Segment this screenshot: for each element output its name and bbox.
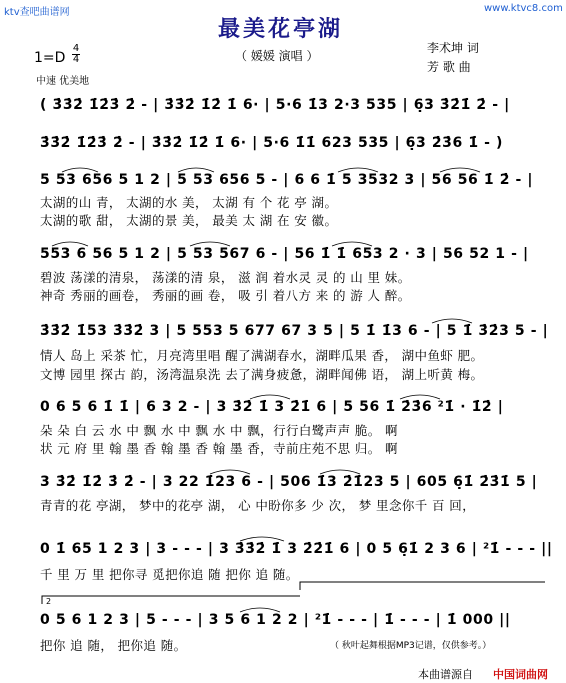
time-denominator: 4 [72, 54, 80, 65]
score-line-3: 5 53 656 5 1 2 | 5 53 656 5 - | 6 6 1̇ 5 3532 3 | 56 56 1̇ 2̇ - | [40, 172, 534, 188]
slur [62, 168, 98, 172]
slur [400, 395, 440, 399]
slur [332, 242, 372, 246]
score-line-9: 0 5 6 1 2 3 | 5 - - - | 3 5 6 1 2 2 | ²1̇ - - - | 1̇ - - - | 1̇ 000 || [40, 612, 511, 628]
key-signature: 1=D [34, 50, 66, 66]
slur [440, 168, 480, 172]
score-line-1: ( 3̇3̇2̇ 1̇2̇3̇ 2̇ - | 3̇3̇2̇ 1̇2̇ 1̇ 6· | 5·6 1̇3 2·3 535 | 6̣3 3̇2̇1̇ 2̇ - | [40, 97, 510, 113]
lyric-line-6b: 状 元 府 里 翰 墨 香 翰 墨 香 翰 墨 香，寺前庄苑不思 归。 啊 [40, 441, 398, 456]
singer-credit: （ 媛媛 演唱 ） [235, 49, 319, 63]
composer-credit: 芳 歌 曲 [427, 60, 471, 74]
time-numerator: 4 [72, 43, 80, 54]
lyric-line-7a: 青青的花 亭湖， 梦中的花亭 湖， 心 中盼你多 少 次， 梦 里念你千 百 回， [40, 498, 476, 513]
volta-number-2: 2 [46, 597, 52, 606]
slur [320, 470, 360, 474]
source-site: 中国词曲网 [493, 668, 548, 681]
lyric-line-5b: 文博 园里 探古 韵，汤湾温泉洗 去了满身疲惫，湖畔闻佛 语， 湖上听黄 梅。 [40, 367, 484, 382]
score-line-5: 3̇3̇2̇ 1̇53 3̇3̇2̇ 3 | 5 553 5 677 67 3 5 | 5 1̇ 1̇3 6 - | 5 1̇ 3̇2̇3 5 - | [40, 323, 549, 339]
lyric-line-5a: 情人 岛上 采茶 忙，月亮湾里唱 醒了满湖春水，湖畔瓜果 香， 湖中鱼虾 肥。 [40, 348, 484, 363]
lyric-line-4a: 碧波 荡漾的清泉， 荡漾的清 泉， 滋 润 着水灵 灵 的 山 里 妹。 [40, 270, 411, 285]
score-line-7: 3 3̇2̇ 1̇2̇ 3̇ 2̇ - | 3 22 1̇23 6 - | 506 1̇3 2̇1̇23 5 | 605 6̣1̇ 2̇3̇1̇ 5 | [40, 474, 538, 490]
site-watermark-right: www.ktvc8.com [484, 3, 563, 14]
score-line-4: 553 6 56 5 1 2 | 5 53 567 6 - | 56 1̇ 1̇ 653 2 · 3 | 56 52 1 - | [40, 246, 529, 262]
lyricist-credit: 李术坤 词 [427, 41, 479, 55]
slur [432, 319, 472, 323]
slur [240, 608, 280, 612]
slur [240, 537, 284, 541]
lyric-line-9a: 把你 追 随， 把你追 随。 [40, 638, 187, 653]
transcription-note: （ 秋叶起舞根据MP3记谱，仅供参考。） [330, 641, 492, 651]
lyric-line-6a: 朵 朵 白 云 水 中 飘 水 中 飘 水 中 飘，行行白鹭声声 脆。 啊 [40, 423, 398, 438]
score-line-2: 3̇3̇2̇ 1̇2̇3̇ 2̇ - | 3̇3̇2̇ 1̇2̇ 1̇ 6· | 5·6 1̇1̇ 623 535 | 6̣3 2̇3̇6 1̇ - ) [40, 135, 504, 151]
slur [52, 242, 88, 246]
lyric-line-4b: 神奇 秀丽的画卷， 秀丽的画 卷， 吸 引 着八方 来 的 游 人 醉。 [40, 288, 411, 303]
volta-bracket-1 [300, 582, 545, 590]
lyric-line-8a: 千 里 万 里 把你寻 觅把你追 随 把你 追 随。 [40, 567, 299, 582]
lyric-line-3a: 太湖的山 青， 太湖的水 美， 太湖 有 个 花 亭 湖。 [40, 195, 338, 210]
slur [338, 168, 378, 172]
song-title: 最美花亭湖 [218, 17, 344, 42]
site-watermark-left: ktv查吧曲谱网 [4, 7, 70, 18]
score-line-8: 0 1̇ 65 1 2 3 | 3 - - - | 3 3̇3̇2̇ 1̇ 3 2̇2̇1̇ 6 | 0 5 6̣1̇ 2 3 6 | ²1̇ - - - || [40, 541, 553, 557]
volta-bracket-2 [42, 596, 300, 604]
source-label: 本曲谱源自 [418, 668, 473, 681]
slur [178, 168, 214, 172]
tempo-marking: 中速 优美地 [36, 76, 90, 87]
slur [190, 242, 230, 246]
slur [210, 470, 250, 474]
score-line-6: 0 6 5 6 1̇ 1̇ | 6 3 2 - | 3 3̇2̇ 1̇ 3 2̇1̇ 6 | 5 56 1̇ 2̇3̇6 ²1̇ · 1̇2̇ | [40, 399, 504, 415]
slur [250, 395, 290, 399]
lyric-line-3b: 太湖的歌 甜， 太湖的景 美， 最美 太 湖 在 安 徽。 [40, 213, 338, 228]
